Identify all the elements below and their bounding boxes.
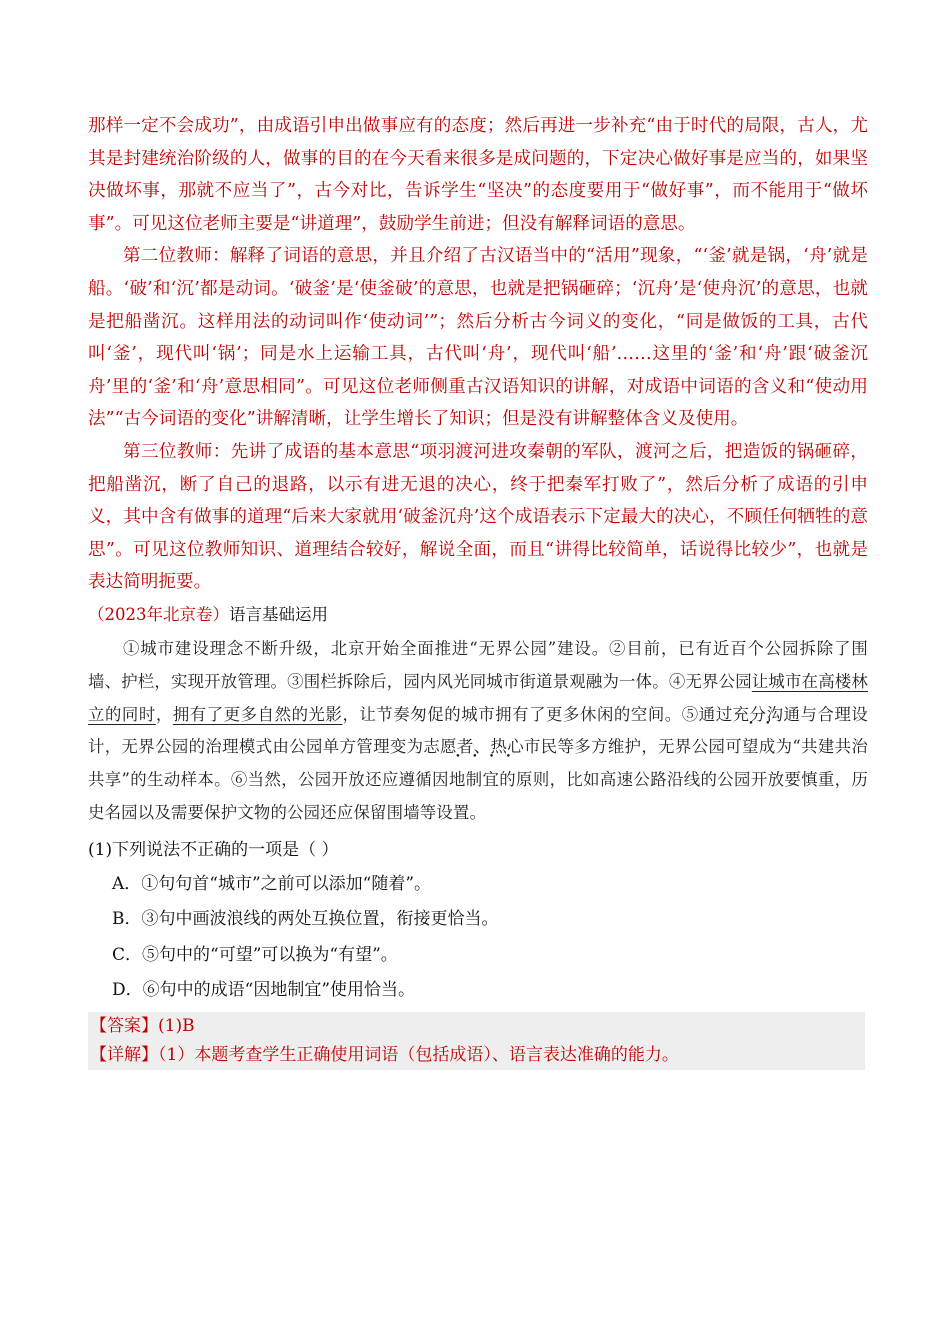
question-stem: (1)下列说法不正确的一项是（ ） — [88, 839, 339, 860]
passage-text-3: 成为“共建共治共享”的生动样本。⑥当然，公园开放还应遵循 — [88, 737, 869, 790]
reading-passage — [88, 633, 868, 830]
dotted-char: 因 — [432, 770, 449, 790]
analysis-paragraph-3: 第三位教师：先讲了成语的基本意思“项羽渡河进攻秦朝的军队，渡河之后，把造饭的锅砸碎，把船凿沉，断了自己的退路，以示有进无退的决心，终于把秦军打败了”，然后分析了成语的引申义，其中含有做事的道理“后来大家就用‘破釜沉舟’这个成语表示下定最大的决心，不顾任何牺牲的意思”。可见这位教师知识、道理结合较好，解说全面，而且“讲得比较简单，话说得比较少”，也就是表达简明扼要。 — [88, 441, 868, 593]
answer-row — [88, 1012, 865, 1040]
answer-label: 【答案】 — [90, 1015, 158, 1036]
underlined-phrase-2: 拥有了更多自然的光影 — [172, 704, 343, 724]
dotted-char: 地 — [448, 770, 466, 790]
question-source — [88, 601, 868, 629]
passage-text-4: 的原则，比如高速公路沿线的公园开放要慎重，历史名园以及需要保护文物的公园还应保留围墙等设置。 — [88, 770, 869, 822]
analysis-paragraph-1: 那样一定不会成功”，由成语引申出做事应有的态度；然后再进一步补充“由于时代的局限，古人，尤其是封建统治阶级的人，做事的目的在今天看来很多是成问题的，下定决心做好事是应当的，如果坚决做坏事，那就不应当了”，古今对比，告诉学生“坚决”的态度要用于“做好事”，而不能用于“做坏事”。可见这位老师主要是“讲道理”，鼓励学生前进；但没有解释词语的意思。 — [88, 116, 868, 234]
analysis-paragraph-2: 第二位教师：解释了词语的意思，并且介绍了古汉语当中的“活用”现象，“‘釜’就是锅，‘舟’就是船。‘破’和‘沉’都是动词。‘破釜’是‘使釜破’的意思，也就是把锅砸碎；‘沉舟’是‘使舟沉’的意思，也就是把船凿沉。这样用法的动词叫作‘使动词’”；然后分析古今词义的变化，“同是做饭的工具，古代叫‘釜’，现代叫‘锅’；同是水上运输工具，古代叫‘舟’，现代叫‘船’……这里的‘釜’和‘舟’跟‘破釜沉舟’里的‘釜’和‘舟’意思相同”。可见这位老师侧重古汉语知识的讲解，对成语中词语的含义和“使动用法”“古今词语的变化”讲解清晰，让学生增长了知识；但是没有讲解整体含义及使用。 — [88, 246, 868, 430]
passage-text-1: ①城市建设理念不断升级，北京开始全面推进“无界公园”建设。②目前，已有近百个公园拆除了围墙、护栏，实现开放管理。③围栏拆除后，园内风光同城市街道景观融为一体。④无界公园 — [88, 638, 868, 691]
detail-row — [88, 1040, 865, 1070]
dotted-char: 望 — [742, 737, 759, 757]
option-c: C．⑤句中的“可望”可以换为“有望”。 — [112, 944, 398, 965]
dotted-char: 制 — [465, 770, 483, 790]
detail-text: （1）本题考查学生正确使用词语（包括成语）、语言表达准确的能力。 — [158, 1044, 679, 1065]
passage-text-2: ，让节奏匆促的城市拥有了更多休闲的空间。⑤通过充分沟通与合理设计，无界公园的治理模式由公园单方管理变为志愿者、热心市民等多方维护，无界公园 — [88, 704, 869, 757]
option-a: A．①句句首“城市”之前可以添加“随着”。 — [112, 873, 432, 894]
source-year: （2023年北京卷） — [88, 604, 229, 624]
dotted-char: 宜 — [482, 770, 500, 790]
answer-value: (1)B — [158, 1015, 195, 1036]
detail-label: 【详解】 — [90, 1044, 158, 1065]
option-d: D．⑥句中的成语“因地制宜”使用恰当。 — [112, 980, 416, 1001]
document-page — [88, 110, 868, 1070]
underlined-phrase-1: 让城市在高楼林立的同时 — [88, 671, 868, 724]
option-b: B．③句中画波浪线的两处互换位置，衔接更恰当。 — [112, 909, 499, 930]
dotted-char: 可 — [725, 737, 743, 757]
passage-comma: ， — [155, 704, 173, 724]
source-title: 语言基础运用 — [229, 604, 328, 624]
